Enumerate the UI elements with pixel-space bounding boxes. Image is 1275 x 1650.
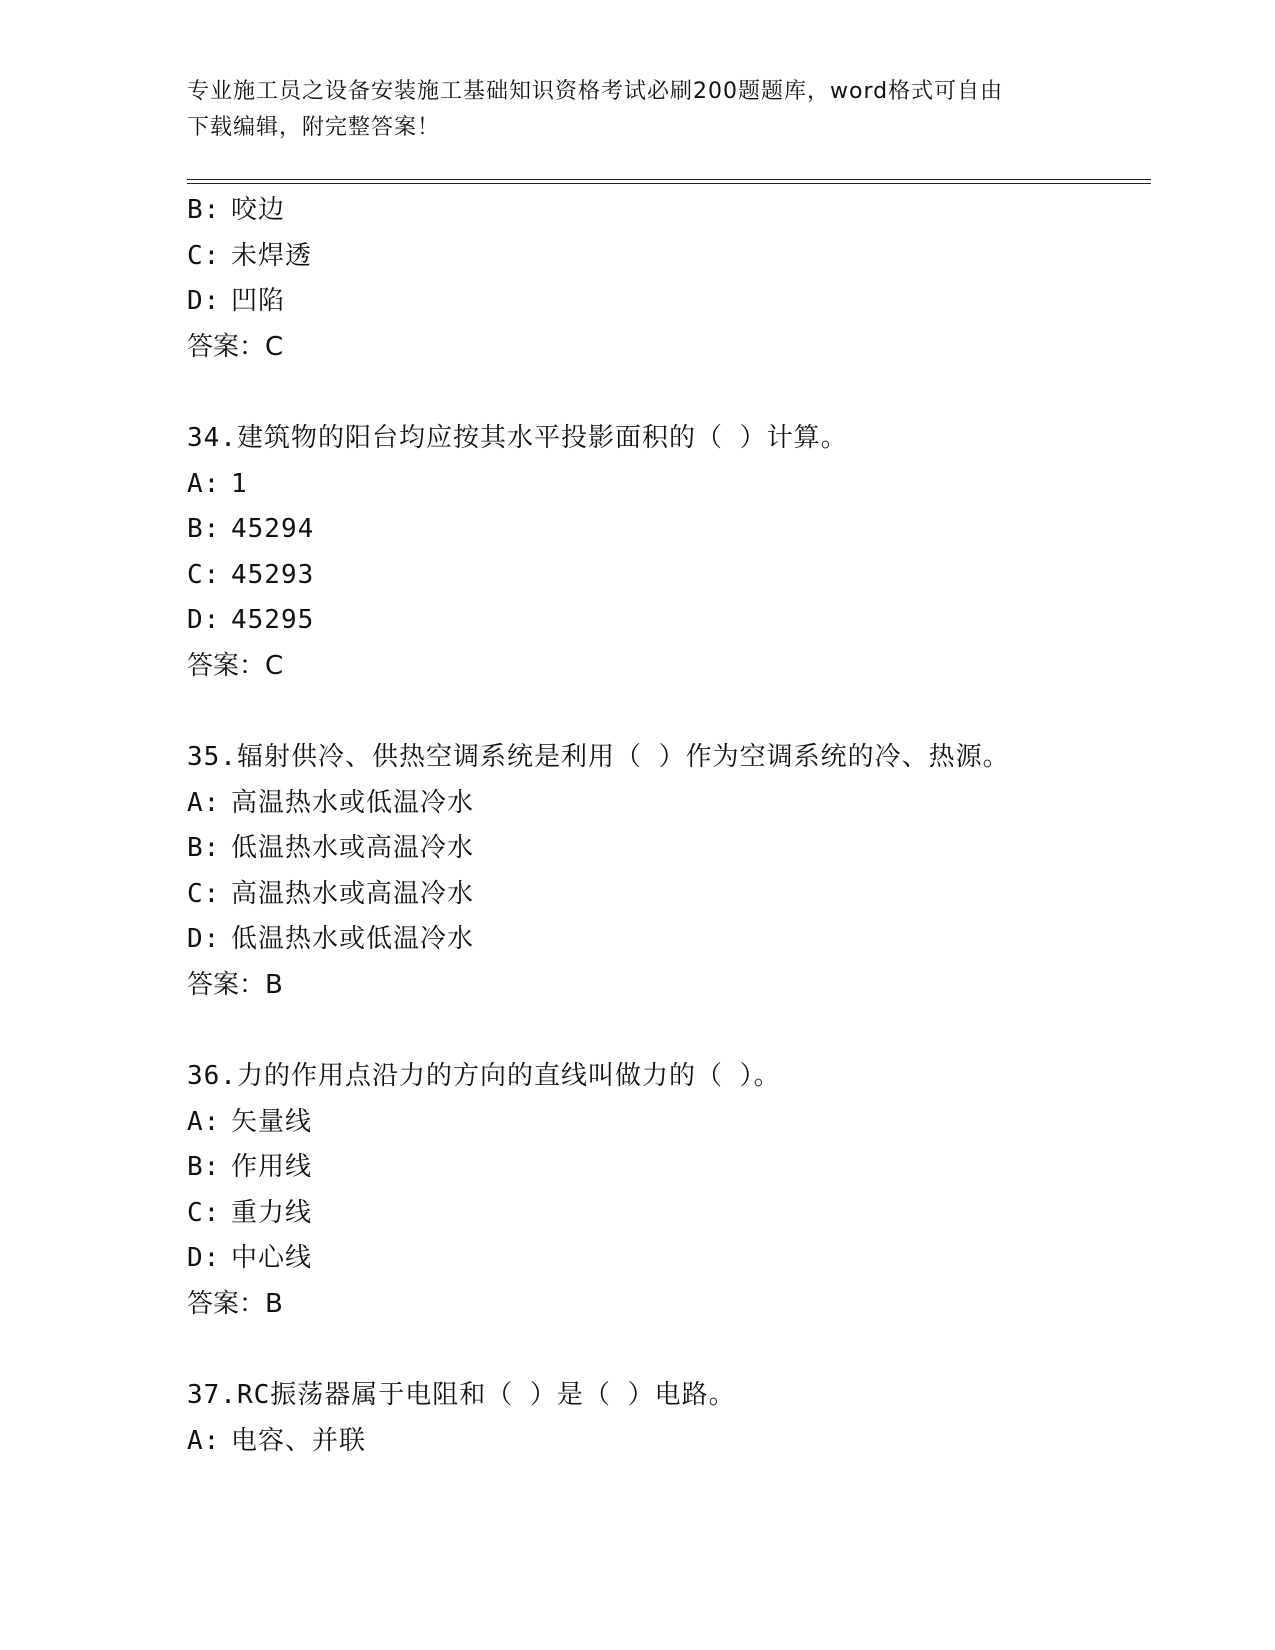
option-line	[187, 1236, 1147, 1282]
option-line	[187, 1100, 1147, 1146]
question-block	[187, 735, 1147, 1008]
option-text: 高温热水或高温冷水	[231, 878, 475, 909]
option-label: A:	[187, 787, 221, 818]
option-text: 1	[231, 468, 248, 499]
spacer	[187, 370, 1147, 416]
option-text: 未焊透	[231, 240, 313, 271]
option-label: D:	[187, 1243, 221, 1273]
option-label: B:	[187, 195, 221, 225]
option-text: 低温热水或低温冷水	[231, 924, 475, 954]
option-line	[187, 872, 1147, 918]
option-line	[187, 781, 1147, 827]
option-line	[187, 234, 1147, 280]
option-text: 高温热水或低温冷水	[231, 787, 475, 818]
option-text: 矢量线	[231, 1106, 313, 1137]
option-label: A:	[187, 1106, 221, 1137]
answer-line: 答案：B	[187, 969, 283, 1000]
option-label: D:	[187, 924, 221, 954]
spacer	[187, 1327, 1147, 1373]
answer-line: 答案：C	[187, 331, 284, 362]
option-text: 低温热水或高温冷水	[231, 833, 475, 863]
header-divider-bottom	[187, 183, 1151, 184]
question-block	[187, 416, 1147, 689]
option-text: 咬边	[231, 195, 286, 225]
option-text: 45295	[231, 605, 315, 635]
option-line	[187, 462, 1147, 508]
option-text: 作用线	[231, 1152, 313, 1182]
option-line	[187, 826, 1147, 872]
question-block	[187, 1373, 1147, 1464]
option-line	[187, 279, 1147, 325]
option-line	[187, 507, 1147, 553]
question-stem: 36.力的作用点沿力的方向的直线叫做力的（ ）。	[187, 1061, 781, 1091]
option-label: B:	[187, 1152, 221, 1182]
document-header	[187, 74, 1067, 146]
spacer	[187, 689, 1147, 735]
option-text: 45293	[231, 559, 315, 590]
option-line	[187, 188, 1147, 234]
option-label: A:	[187, 468, 221, 499]
question-stem: 34.建筑物的阳台均应按其水平投影面积的（ ）计算。	[187, 423, 848, 453]
option-label: B:	[187, 833, 221, 863]
option-line	[187, 598, 1147, 644]
carryover-block	[187, 188, 1147, 370]
option-label: C:	[187, 559, 221, 590]
header-line-2: 下载编辑，附完整答案！	[187, 115, 441, 140]
option-label: D:	[187, 605, 221, 635]
option-line	[187, 917, 1147, 963]
option-label: C:	[187, 240, 221, 271]
option-line	[187, 1145, 1147, 1191]
option-text: 重力线	[231, 1197, 313, 1228]
option-label: B:	[187, 514, 221, 544]
option-label: D:	[187, 286, 221, 316]
option-label: A:	[187, 1425, 221, 1456]
option-line	[187, 1419, 1147, 1465]
option-line	[187, 553, 1147, 599]
option-text: 电容、并联	[231, 1425, 367, 1456]
question-list	[187, 188, 1147, 1464]
header-divider-top	[187, 179, 1151, 180]
option-text: 45294	[231, 514, 315, 544]
header-line-1: 专业施工员之设备安装施工基础知识资格考试必刷200题题库，word格式可自由	[187, 79, 1004, 104]
option-text: 中心线	[231, 1243, 313, 1273]
answer-line: 答案：B	[187, 1288, 283, 1319]
question-block	[187, 1054, 1147, 1327]
answer-line: 答案：C	[187, 650, 284, 681]
question-stem: 37.RC振荡器属于电阻和（ ）是（ ）电路。	[187, 1380, 736, 1410]
spacer	[187, 1008, 1147, 1054]
option-line	[187, 1191, 1147, 1237]
question-stem: 35.辐射供冷、供热空调系统是利用（ ）作为空调系统的冷、热源。	[187, 742, 1010, 772]
option-label: C:	[187, 878, 221, 909]
option-label: C:	[187, 1197, 221, 1228]
option-text: 凹陷	[231, 286, 286, 316]
